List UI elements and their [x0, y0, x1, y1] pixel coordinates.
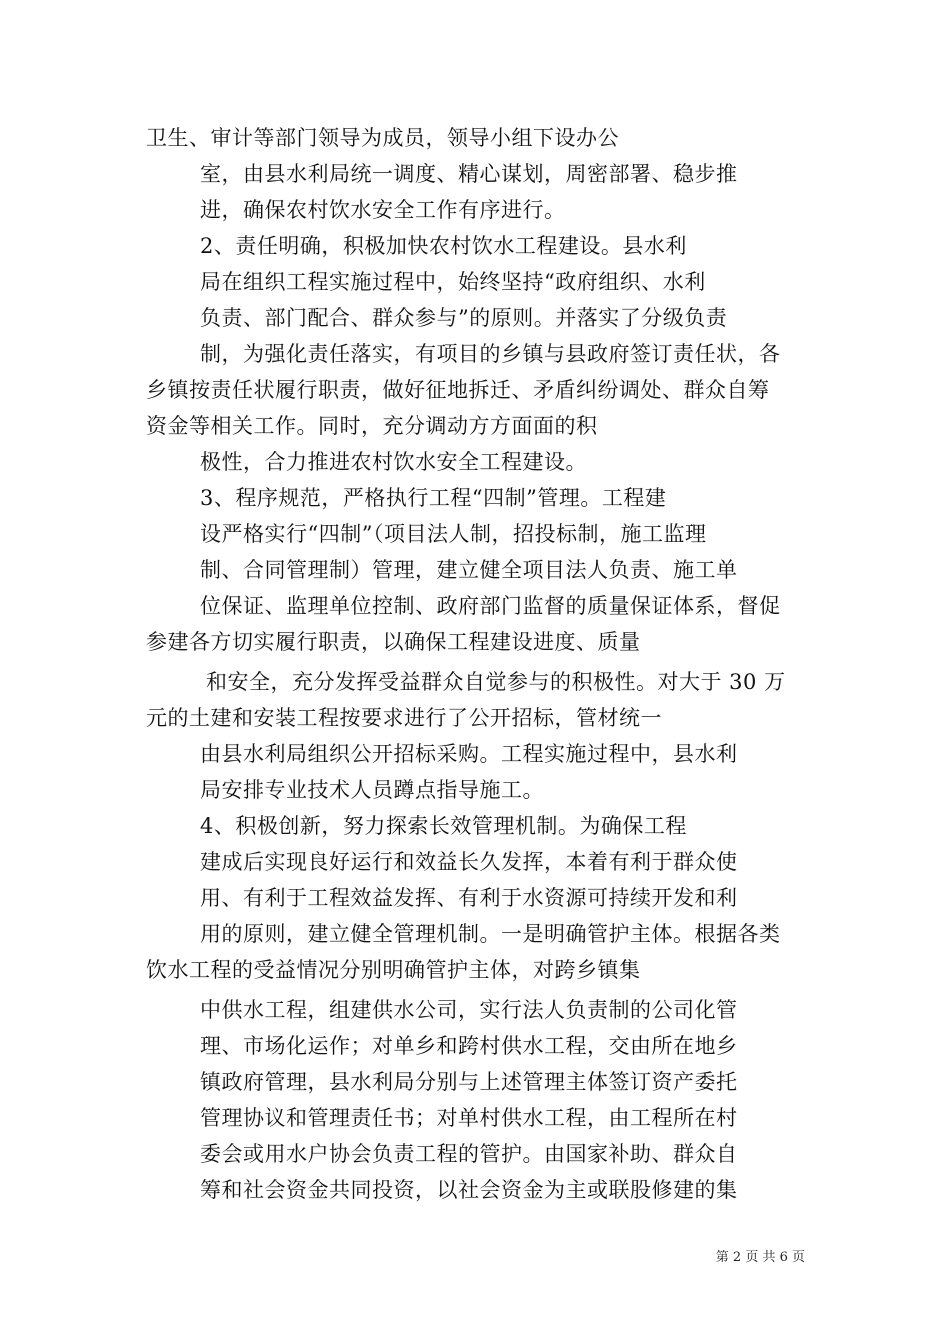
text-line: 建成后实现良好运行和效益长久发挥，本着有利于群众使 [200, 850, 738, 874]
text-line: 乡镇按责任状履行职责，做好征地拆迁、矛盾纠纷调处、群众自筹 [146, 378, 770, 402]
text-line: 局安排专业技术人员蹲点指导施工。 [200, 778, 544, 802]
text-line: 参建各方切实履行职责，以确保工程建设进度、质量 [146, 630, 641, 654]
text-line: 委会或用水户协会负责工程的管护。由国家补助、群众自 [200, 1142, 738, 1166]
text-line: 资金等相关工作。同时，充分调动方方面面的积 [146, 414, 598, 438]
text-line: 管理协议和管理责任书；对单村供水工程，由工程所在村 [200, 1106, 738, 1130]
text-line: 设严格实行“四制”（项目法人制，招投标制，施工监理 [200, 522, 707, 546]
text-line: 进，确保农村饮水安全工作有序进行。 [200, 198, 566, 222]
text-line: 制、合同管理制）管理，建立健全项目法人负责、施工单 [200, 558, 738, 582]
text-line: 局在组织工程实施过程中，始终坚持“政府组织、水利 [200, 270, 706, 294]
text-line: 位保证、监理单位控制、政府部门监督的质量保证体系，督促 [200, 594, 781, 618]
text-line: 理、市场化运作；对单乡和跨村供水工程，交由所在地乡 [200, 1034, 738, 1058]
text-line: 卫生、审计等部门领导为成员，领导小组下设办公 [146, 126, 619, 150]
text-line: 元的土建和安装工程按要求进行了公开招标，管材统一 [146, 706, 662, 730]
text-line: 由县水利局组织公开招标采购。工程实施过程中，县水利 [200, 742, 738, 766]
text-line: 负责、部门配合、群众参与”的原则。并落实了分级负责 [200, 306, 728, 330]
text-line: 镇政府管理，县水利局分别与上述管理主体签订资产委托 [200, 1070, 738, 1094]
text-line: 饮水工程的受益情况分别明确管护主体，对跨乡镇集 [146, 958, 641, 982]
text-line: 2、责任明确，积极加快农村饮水工程建设。县水利 [200, 234, 687, 258]
text-line: 3、程序规范，严格执行工程“四制”管理。工程建 [200, 486, 667, 510]
page-number: 第 2 页 共 6 页 [715, 1250, 805, 1265]
text-line: 用、有利于工程效益发挥、有利于水资源可持续开发和利 [200, 886, 738, 910]
text-line: 制，为强化责任落实，有项目的乡镇与县政府签订责任状，各 [200, 342, 781, 366]
text-line: 用的原则，建立健全管理机制。一是明确管护主体。根据各类 [200, 922, 781, 946]
text-line: 中供水工程，组建供水公司，实行法人负责制的公司化管 [200, 998, 738, 1022]
text-line: 4、积极创新，努力探索长效管理机制。为确保工程 [200, 814, 687, 838]
text-line: 室，由县水利局统一调度、精心谋划，周密部署、稳步推 [200, 162, 738, 186]
text-line: 筹和社会资金共同投资，以社会资金为主或联股修建的集 [200, 1178, 738, 1202]
text-line: 和安全，充分发挥受益群众自觉参与的积极性。对大于 30 万 [206, 670, 786, 694]
text-line: 极性，合力推进农村饮水安全工程建设。 [200, 450, 587, 474]
